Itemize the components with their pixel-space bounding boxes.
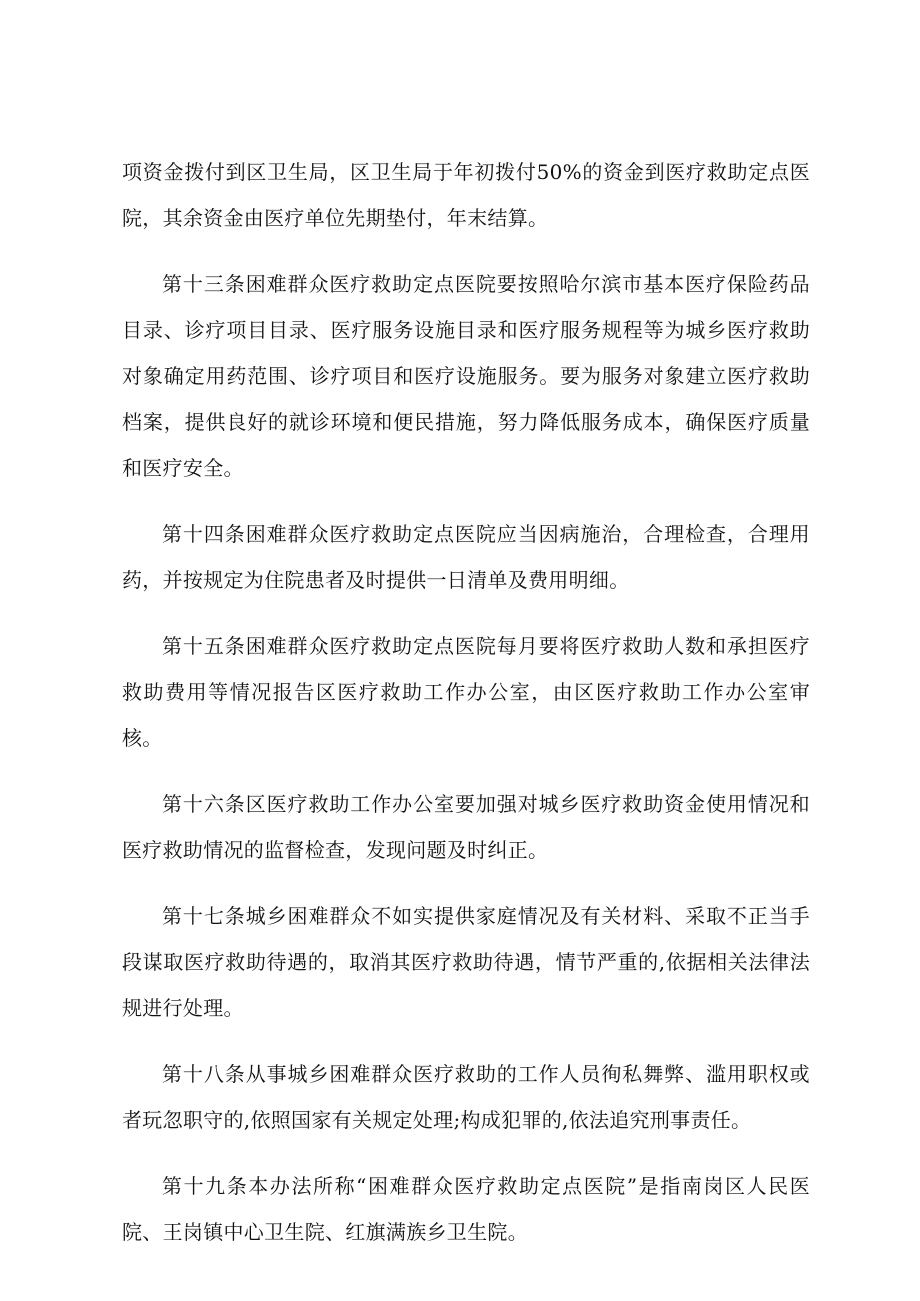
paragraph-article-17: 第十七条城乡困难群众不如实提供家庭情况及有关材料、采取不正当手段谋取医疗救助待遇的，取消其医疗救助待遇，情节严重的,依据相关法律法规进行处理。 [122, 904, 810, 1020]
paragraph-article-16: 第十六条区医疗救助工作办公室要加强对城乡医疗救助资金使用情况和医疗救助情况的监督检查，发现问题及时纠正。 [122, 792, 810, 862]
paragraph-article-14: 第十四条困难群众医疗救助定点医院应当因病施治，合理检查，合理用药，并按规定为住院患者及时提供一日清单及费用明细。 [122, 522, 810, 592]
paragraph-article-13: 第十三条困难群众医疗救助定点医院要按照哈尔滨市基本医疗保险药品目录、诊疗项目目录、医疗服务设施目录和医疗服务规程等为城乡医疗救助对象确定用药范围、诊疗项目和医疗设施服务。要为服务对象建立医疗救助档案，提供良好的就诊环境和便民措施，努力降低服务成本，确保医疗质量和医疗安全。 [122, 272, 810, 480]
paragraph-continuation: 项资金拨付到区卫生局，区卫生局于年初拨付50%的资金到医疗救助定点医院，其余资金由医疗单位先期垫付，年末结算。 [122, 160, 810, 230]
paragraph-article-15: 第十五条困难群众医疗救助定点医院每月要将医疗救助人数和承担医疗救助费用等情况报告区医疗救助工作办公室，由区医疗救助工作办公室审核。 [122, 634, 810, 750]
paragraph-article-19: 第十九条本办法所称“困难群众医疗救助定点医院”是指南岗区人民医院、王岗镇中心卫生院、红旗满族乡卫生院。 [122, 1174, 810, 1244]
document-body [122, 149, 810, 1275]
paragraph-article-18: 第十八条从事城乡困难群众医疗救助的工作人员徇私舞弊、滥用职权或者玩忽职守的,依照国家有关规定处理;构成犯罪的,依法追究刑事责任。 [122, 1062, 810, 1132]
